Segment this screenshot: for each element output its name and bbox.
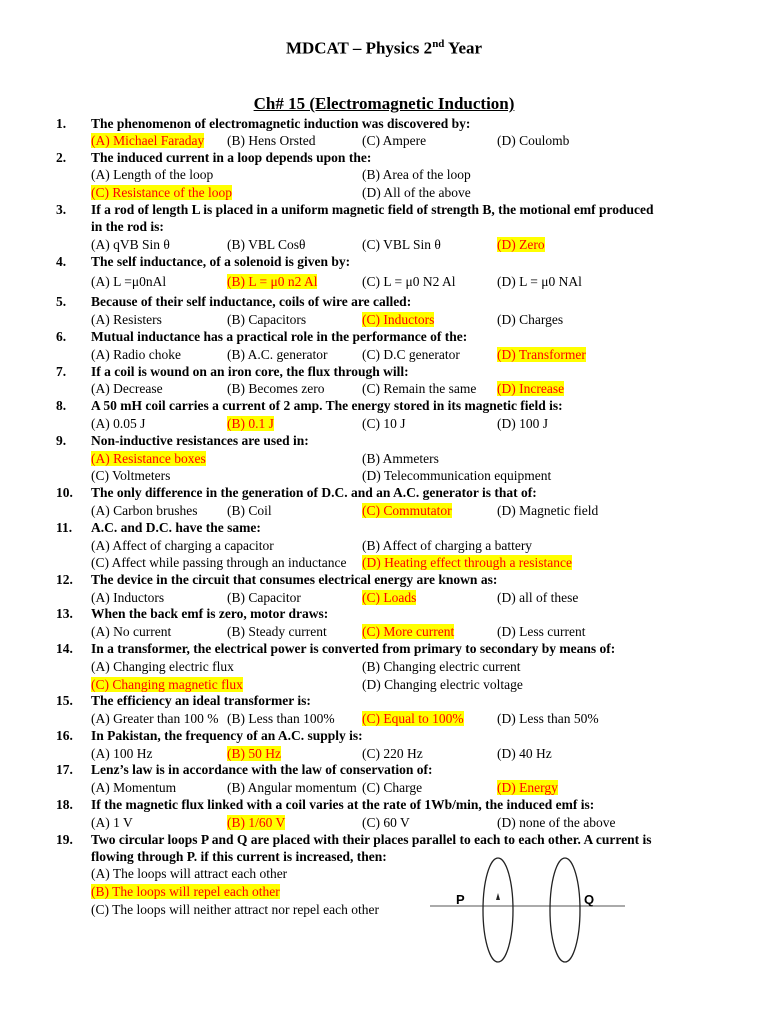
answer-option-highlighted: (A) Resistance boxes [91, 451, 206, 466]
loop-q [550, 858, 580, 962]
question-number: 18. [56, 797, 73, 812]
answer-option: (C) Voltmeters [91, 468, 171, 483]
question-text: Two circular loops P and Q are placed with their places parallel to each to each other. A current is [91, 832, 652, 847]
answer-option: (A) Carbon brushes [91, 503, 198, 518]
answer-option: (D) All of the above [362, 185, 471, 200]
answer-option: (A) qVB Sin θ [91, 237, 170, 252]
question-number: 10. [56, 485, 73, 500]
answer-option: (C) L = μ0 N2 Al [362, 274, 456, 289]
answer-option-highlighted: (D) Energy [497, 780, 558, 795]
answer-option: (A) 100 Hz [91, 746, 153, 761]
answer-option: (A) L =μ0nAl [91, 274, 167, 289]
answer-option: (B) Hens Orsted [227, 133, 316, 148]
answer-option: (D) Less than 50% [497, 711, 599, 726]
answer-option: (C) 220 Hz [362, 746, 423, 761]
question-text: The device in the circuit that consumes electrical energy are known as: [91, 572, 498, 587]
answer-option-highlighted: (B) 50 Hz [227, 746, 281, 761]
answer-option: (C) D.C generator [362, 347, 460, 362]
answer-option: (D) L = μ0 NAl [497, 274, 582, 289]
question-text: The phenomenon of electromagnetic induction was discovered by: [91, 116, 471, 131]
answer-option-highlighted: (B) 1/60 V [227, 815, 286, 830]
answer-option: (B) A.C. generator [227, 347, 328, 362]
answer-option: (A) Momentum [91, 780, 177, 795]
question-text: If a rod of length L is placed in a uniform magnetic field of strength B, the motional emf produced [91, 202, 654, 217]
answer-option-highlighted: (D) Increase [497, 381, 565, 396]
answer-option: (A) Resisters [91, 312, 162, 327]
answer-option: (B) Changing electric current [362, 659, 521, 674]
answer-option-highlighted: (B) The loops will repel each other [91, 884, 280, 899]
question-number: 2. [56, 150, 67, 165]
question-number: 14. [56, 641, 73, 656]
answer-option: (B) Area of the loop [362, 167, 471, 182]
answer-option: (C) VBL Sin θ [362, 237, 441, 252]
current-arrow-icon [496, 893, 500, 900]
loops-figure [430, 850, 630, 970]
question-number: 3. [56, 202, 67, 217]
question-number: 12. [56, 572, 73, 587]
answer-option: (D) Less current [497, 624, 586, 639]
question-text: Because of their self inductance, coils of wire are called: [91, 294, 412, 309]
question-number: 4. [56, 254, 67, 269]
chapter-heading: Ch# 15 (Electromagnetic Induction) [253, 94, 515, 113]
answer-option: (A) Inductors [91, 590, 165, 605]
answer-option: (B) Capacitor [227, 590, 301, 605]
answer-option-highlighted: (B) 0.1 J [227, 416, 274, 431]
question-text: The efficiency an ideal transformer is: [91, 693, 311, 708]
question-text: in the rod is: [91, 219, 164, 234]
answer-option-highlighted: (C) Equal to 100% [362, 711, 464, 726]
question-number: 9. [56, 433, 67, 448]
answer-option: (C) Ampere [362, 133, 427, 148]
question-number: 1. [56, 116, 67, 131]
answer-option: (A) Greater than 100 % [91, 711, 219, 726]
question-text: In a transformer, the electrical power is converted from primary to secondary by means of: [91, 641, 616, 656]
question-text: Mutual inductance has a practical role in the performance of the: [91, 329, 468, 344]
question-text: If the magnetic flux linked with a coil varies at the rate of 1Wb/min, the induced emf is: [91, 797, 595, 812]
answer-option: (C) 60 V [362, 815, 410, 830]
answer-option: (C) Remain the same [362, 381, 477, 396]
answer-option: (D) Magnetic field [497, 503, 599, 518]
question-number: 5. [56, 294, 67, 309]
question-number: 19. [56, 832, 73, 847]
question-text: The only difference in the generation of D.C. and an A.C. generator is that of: [91, 485, 537, 500]
answer-option: (D) all of these [497, 590, 579, 605]
question-number: 15. [56, 693, 73, 708]
answer-option: (D) Charges [497, 312, 564, 327]
answer-option: (A) Length of the loop [91, 167, 214, 182]
answer-option: (A) Radio choke [91, 347, 181, 362]
answer-option-highlighted: (D) Heating effect through a resistance [362, 555, 573, 570]
answer-option: (D) none of the above [497, 815, 616, 830]
answer-option-highlighted: (C) More current [362, 624, 455, 639]
question-number: 16. [56, 728, 73, 743]
question-text: When the back emf is zero, motor draws: [91, 606, 329, 621]
answer-option: (C) Affect while passing through an inductance [91, 555, 347, 570]
answer-option-highlighted: (C) Inductors [362, 312, 435, 327]
answer-option: (A) Changing electric flux [91, 659, 234, 674]
answer-option: (A) The loops will attract each other [91, 866, 288, 881]
answer-option: (B) Angular momentum [227, 780, 357, 795]
answer-option-highlighted: (C) Loads [362, 590, 417, 605]
answer-option: (C) The loops will neither attract nor repel each other [91, 902, 380, 917]
answer-option: (B) Becomes zero [227, 381, 325, 396]
answer-option: (A) Affect of charging a capacitor [91, 538, 274, 553]
label-q: Q [584, 892, 595, 907]
answer-option-highlighted: (C) Resistance of the loop [91, 185, 232, 200]
loop-p [483, 858, 513, 962]
answer-option: (B) Capacitors [227, 312, 307, 327]
label-p: P [456, 892, 465, 907]
answer-option: (C) Charge [362, 780, 423, 795]
question-text: flowing through P. if this current is increased, then: [91, 849, 387, 864]
question-number: 7. [56, 364, 67, 379]
question-number: 17. [56, 762, 73, 777]
answer-option: (D) 40 Hz [497, 746, 552, 761]
question-number: 6. [56, 329, 67, 344]
question-text: A.C. and D.C. have the same: [91, 520, 261, 535]
question-text: In Pakistan, the frequency of an A.C. supply is: [91, 728, 363, 743]
answer-option-highlighted: (C) Commutator [362, 503, 452, 518]
answer-option-highlighted: (D) Transformer [497, 347, 586, 362]
answer-option-highlighted: (A) Michael Faraday [91, 133, 205, 148]
answer-option-highlighted: (C) Changing magnetic flux [91, 677, 243, 692]
answer-option: (D) Changing electric voltage [362, 677, 523, 692]
question-number: 11. [56, 520, 73, 535]
answer-option: (B) Steady current [227, 624, 327, 639]
question-text: The self inductance, of a solenoid is given by: [91, 254, 351, 269]
question-number: 13. [56, 606, 73, 621]
answer-option: (B) VBL Cosθ [227, 237, 306, 252]
answer-option: (A) No current [91, 624, 172, 639]
question-number: 8. [56, 398, 67, 413]
question-text: The induced current in a loop depends upon the: [91, 150, 372, 165]
answer-option: (D) 100 J [497, 416, 548, 431]
answer-option: (C) 10 J [362, 416, 406, 431]
document-title: MDCAT – Physics 2nd Year [285, 38, 483, 58]
question-text: Lenz’s law is in accordance with the law of conservation of: [91, 762, 433, 777]
answer-option: (A) 1 V [91, 815, 133, 830]
answer-option-highlighted: (B) L = μ0 n2 Al [227, 274, 318, 289]
answer-option: (B) Ammeters [362, 451, 439, 466]
answer-option: (D) Telecommunication equipment [362, 468, 552, 483]
question-text: A 50 mH coil carries a current of 2 amp. The energy stored in its magnetic field is: [91, 398, 563, 413]
answer-option: (D) Coulomb [497, 133, 570, 148]
answer-option: (B) Affect of charging a battery [362, 538, 533, 553]
answer-option: (A) Decrease [91, 381, 163, 396]
answer-option: (A) 0.05 J [91, 416, 146, 431]
question-text: If a coil is wound on an iron core, the flux through will: [91, 364, 409, 379]
answer-option-highlighted: (D) Zero [497, 237, 545, 252]
answer-option: (B) Less than 100% [227, 711, 335, 726]
question-text: Non-inductive resistances are used in: [91, 433, 309, 448]
answer-option: (B) Coil [227, 503, 272, 518]
